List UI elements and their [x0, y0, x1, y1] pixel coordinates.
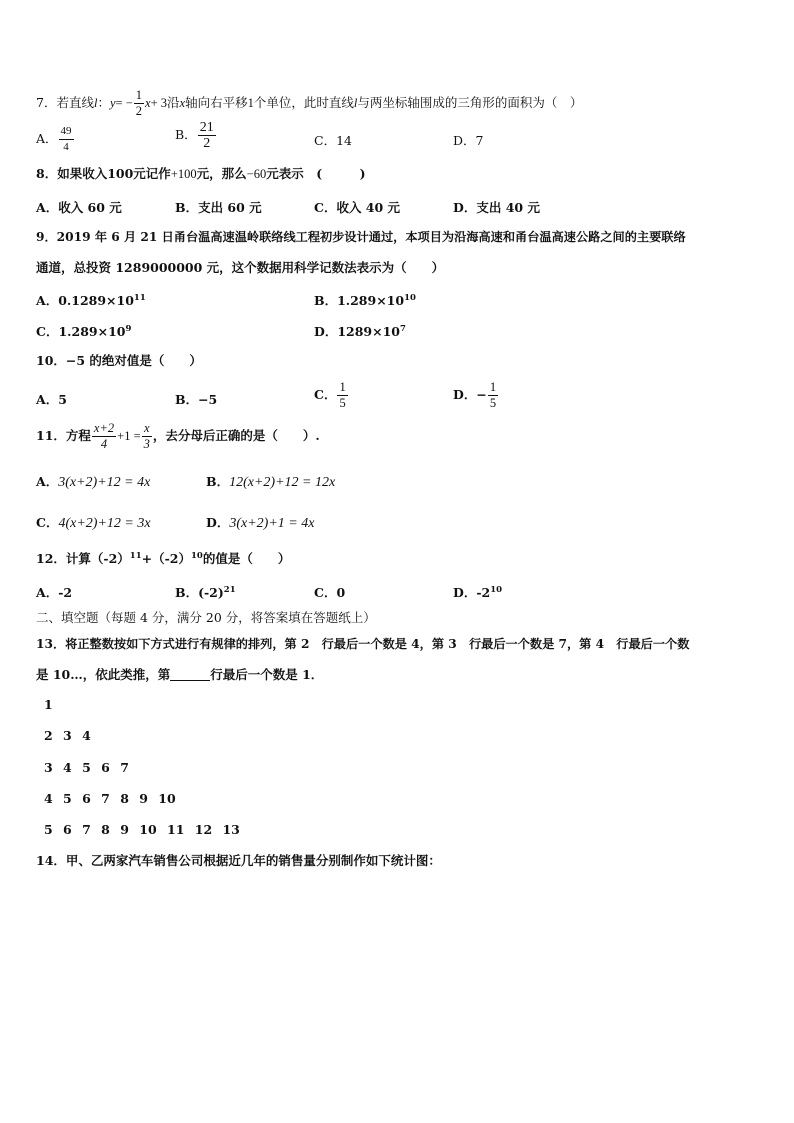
q12-stem: [36, 551, 290, 567]
q11-option-b-label: B．: [206, 474, 230, 489]
q11-option-c[interactable]: [36, 513, 151, 532]
q11-option-a-expr: 3(x+2)+12 = 4x: [58, 475, 151, 490]
q10-stem: 10．−5 的绝对值是（ ）: [36, 353, 202, 368]
q9-option-c[interactable]: [36, 322, 131, 340]
q12-exp1: 11: [129, 551, 142, 561]
q10-option-c-num: 1: [339, 380, 346, 394]
q9-option-a-exp: 11: [133, 293, 146, 303]
q11-frac1-den: 4: [100, 437, 108, 451]
q9-option-b-base: B．1.289×10: [314, 293, 405, 308]
q7-option-b-num: 21: [199, 120, 214, 135]
q7-equals: = −: [115, 96, 133, 110]
q10-option-c-label: C．: [314, 387, 337, 402]
q7-stem: [36, 88, 582, 119]
q10-option-b[interactable]: B．−5: [175, 392, 218, 407]
q12-option-c[interactable]: C．0: [314, 585, 346, 600]
q7-axis-x: x: [179, 96, 186, 110]
q12-option-b-exp: 21: [223, 585, 236, 595]
q13-stem-line1: 13．将正整数按如下方式进行有规律的排列，第 2 行最后一个数是 4，第 3 行最后一个数是 7，第 4 行最后一个数: [36, 637, 690, 651]
q7-option-a-fraction: [59, 124, 74, 155]
q7-text-mid1: 沿: [167, 95, 180, 110]
q11-frac1-num: x+2: [93, 421, 115, 435]
q7-number: 7．: [36, 95, 57, 110]
q7-fraction: [134, 88, 144, 119]
q8-text-d: 元表示 ( ): [266, 166, 366, 181]
q7-option-b-fraction: [198, 120, 216, 151]
q13-row-4: 4 5 6 7 8 9 10: [44, 791, 176, 806]
q9-option-b[interactable]: [314, 291, 416, 309]
q11-option-c-expr: 4(x+2)+12 = 3x: [58, 516, 151, 531]
q9-option-d[interactable]: [314, 322, 406, 340]
q8-plus-100: +100: [170, 167, 197, 181]
q14-stem: 14．甲、乙两家汽车销售公司根据近几年的销售量分别制作如下统计图：: [36, 853, 441, 868]
q9-option-b-exp: 10: [404, 293, 416, 303]
q10-option-d-den: 5: [489, 396, 497, 410]
q11-option-b[interactable]: [206, 472, 335, 491]
q7-colon: ：: [97, 95, 110, 110]
q7-option-a[interactable]: [36, 124, 75, 155]
q11-fraction-2: [142, 421, 152, 452]
q7-frac-num: 1: [135, 88, 143, 102]
q13-text-a: 是 10…，依此类推，第: [36, 667, 171, 682]
q12-text-pre: 12．计算（-2）: [36, 551, 130, 566]
q7-text-post: 与两坐标轴围成的三角形的面积为（ ）: [357, 95, 583, 110]
q13-row-3: 3 4 5 6 7: [44, 760, 129, 775]
q7-option-a-label: A．: [36, 131, 58, 146]
q7-text-pre: 若直线: [56, 95, 94, 110]
q13-row-1: 1: [44, 697, 53, 712]
q9-stem-line2: 通道，总投资 1289000000 元，这个数据用科学记数法表示为（ ）: [36, 260, 445, 275]
q13-text-b: 行最后一个数是 1．: [210, 667, 324, 682]
q11-text-post: ，去分母后正确的是（ ）.: [152, 428, 320, 443]
q8-text-a: 8．如果收入: [36, 166, 108, 181]
q8-text-b: 元记作: [133, 166, 171, 181]
q7-line-l2: l: [353, 96, 358, 110]
q7-option-a-den: 4: [63, 141, 69, 153]
q7-frac-den: 2: [135, 104, 143, 118]
q11-option-c-label: C．: [36, 515, 59, 530]
q12-option-d-base: D．-2: [453, 585, 491, 600]
q12-option-a[interactable]: A．-2: [36, 585, 73, 600]
q12-option-b-base: B．(-2): [175, 585, 224, 600]
q12-option-d[interactable]: [453, 583, 502, 601]
q10-option-d-label: D．−: [453, 387, 487, 402]
q7-line-l: l: [93, 96, 98, 110]
q11-text-pre: 11．方程: [36, 428, 91, 443]
q12-option-b[interactable]: [175, 583, 236, 601]
q11-option-d-label: D．: [206, 515, 230, 530]
q12-text-mid: +（-2）: [141, 551, 191, 566]
q11-plus-one: +1 =: [117, 429, 141, 443]
q7-one: 1: [247, 96, 254, 110]
q11-stem: [36, 421, 320, 452]
q7-option-b[interactable]: [175, 120, 217, 151]
q11-option-d-expr: 3(x+2)+1 = 4x: [229, 516, 315, 531]
q7-option-d[interactable]: D．7: [453, 133, 484, 148]
q10-option-a[interactable]: A．5: [36, 392, 67, 407]
q7-option-c[interactable]: C．14: [314, 133, 352, 148]
q10-option-c-fraction: [337, 380, 347, 411]
q8-text-c: 元，那么: [196, 166, 247, 181]
q7-option-b-label: B．: [175, 127, 197, 142]
section-title-fill-in: 二、填空题（每题 4 分，满分 20 分，将答案填在答题纸上）: [36, 610, 376, 625]
q12-text-post: 的值是（ ）: [202, 551, 291, 566]
q7-plus3: + 3: [150, 96, 168, 110]
q12-option-d-exp: 10: [490, 585, 503, 595]
q11-option-b-expr: 12(x+2)+12 = 12x: [229, 475, 336, 490]
q10-option-c[interactable]: [314, 380, 349, 411]
q11-frac2-den: 3: [143, 437, 150, 451]
q8-option-c[interactable]: C．收入 40 元: [314, 200, 401, 215]
q9-option-c-base: C．1.289×10: [36, 324, 126, 339]
q9-option-a-base: A．0.1289×10: [36, 293, 134, 308]
q11-option-d[interactable]: [206, 513, 314, 532]
q11-fraction-1: [92, 421, 116, 452]
q8-option-d[interactable]: D．支出 40 元: [453, 200, 540, 215]
q8-stem: [36, 166, 366, 182]
q7-x: x: [145, 96, 151, 110]
q8-value-100: 100: [107, 166, 134, 181]
q10-option-c-den: 5: [339, 396, 346, 410]
q13-answer-blank[interactable]: [170, 668, 210, 681]
q8-option-a[interactable]: A．收入 60 元: [36, 200, 122, 215]
q8-minus-60: −60: [246, 167, 267, 181]
q7-text-mid3: 个单位，此时直线: [253, 95, 354, 110]
q7-option-b-den: 2: [203, 136, 211, 151]
q7-y: y: [109, 96, 116, 110]
q13-row-2: 2 3 4: [44, 728, 91, 743]
q9-option-d-base: D．1289×10: [314, 324, 400, 339]
q9-stem-line1: 9．2019 年 6 月 21 日甬台温高速温岭联络线工程初步设计通过，本项目为沿海高速和甬台温高速公路之间的主要联络: [36, 230, 686, 244]
q13-row-5: 5 6 7 8 9 10 11 12 13: [44, 822, 240, 837]
q12-exp2: 10: [190, 551, 203, 561]
q11-frac2-num: x: [142, 421, 152, 437]
q8-option-b[interactable]: B．支出 60 元: [175, 200, 262, 215]
q9-option-a[interactable]: [36, 291, 146, 309]
q9-option-c-exp: 9: [125, 324, 132, 334]
q9-option-d-exp: 7: [400, 324, 406, 334]
q11-option-a-label: A．: [36, 474, 59, 489]
q7-option-a-num: 49: [59, 124, 74, 140]
q10-option-d[interactable]: [453, 380, 499, 411]
q10-option-d-fraction: [488, 380, 498, 411]
q11-option-a[interactable]: [36, 472, 150, 491]
q10-option-d-num: 1: [489, 380, 497, 394]
q13-stem-line2: [36, 667, 323, 683]
q7-text-mid2: 轴向右平移: [185, 95, 248, 110]
